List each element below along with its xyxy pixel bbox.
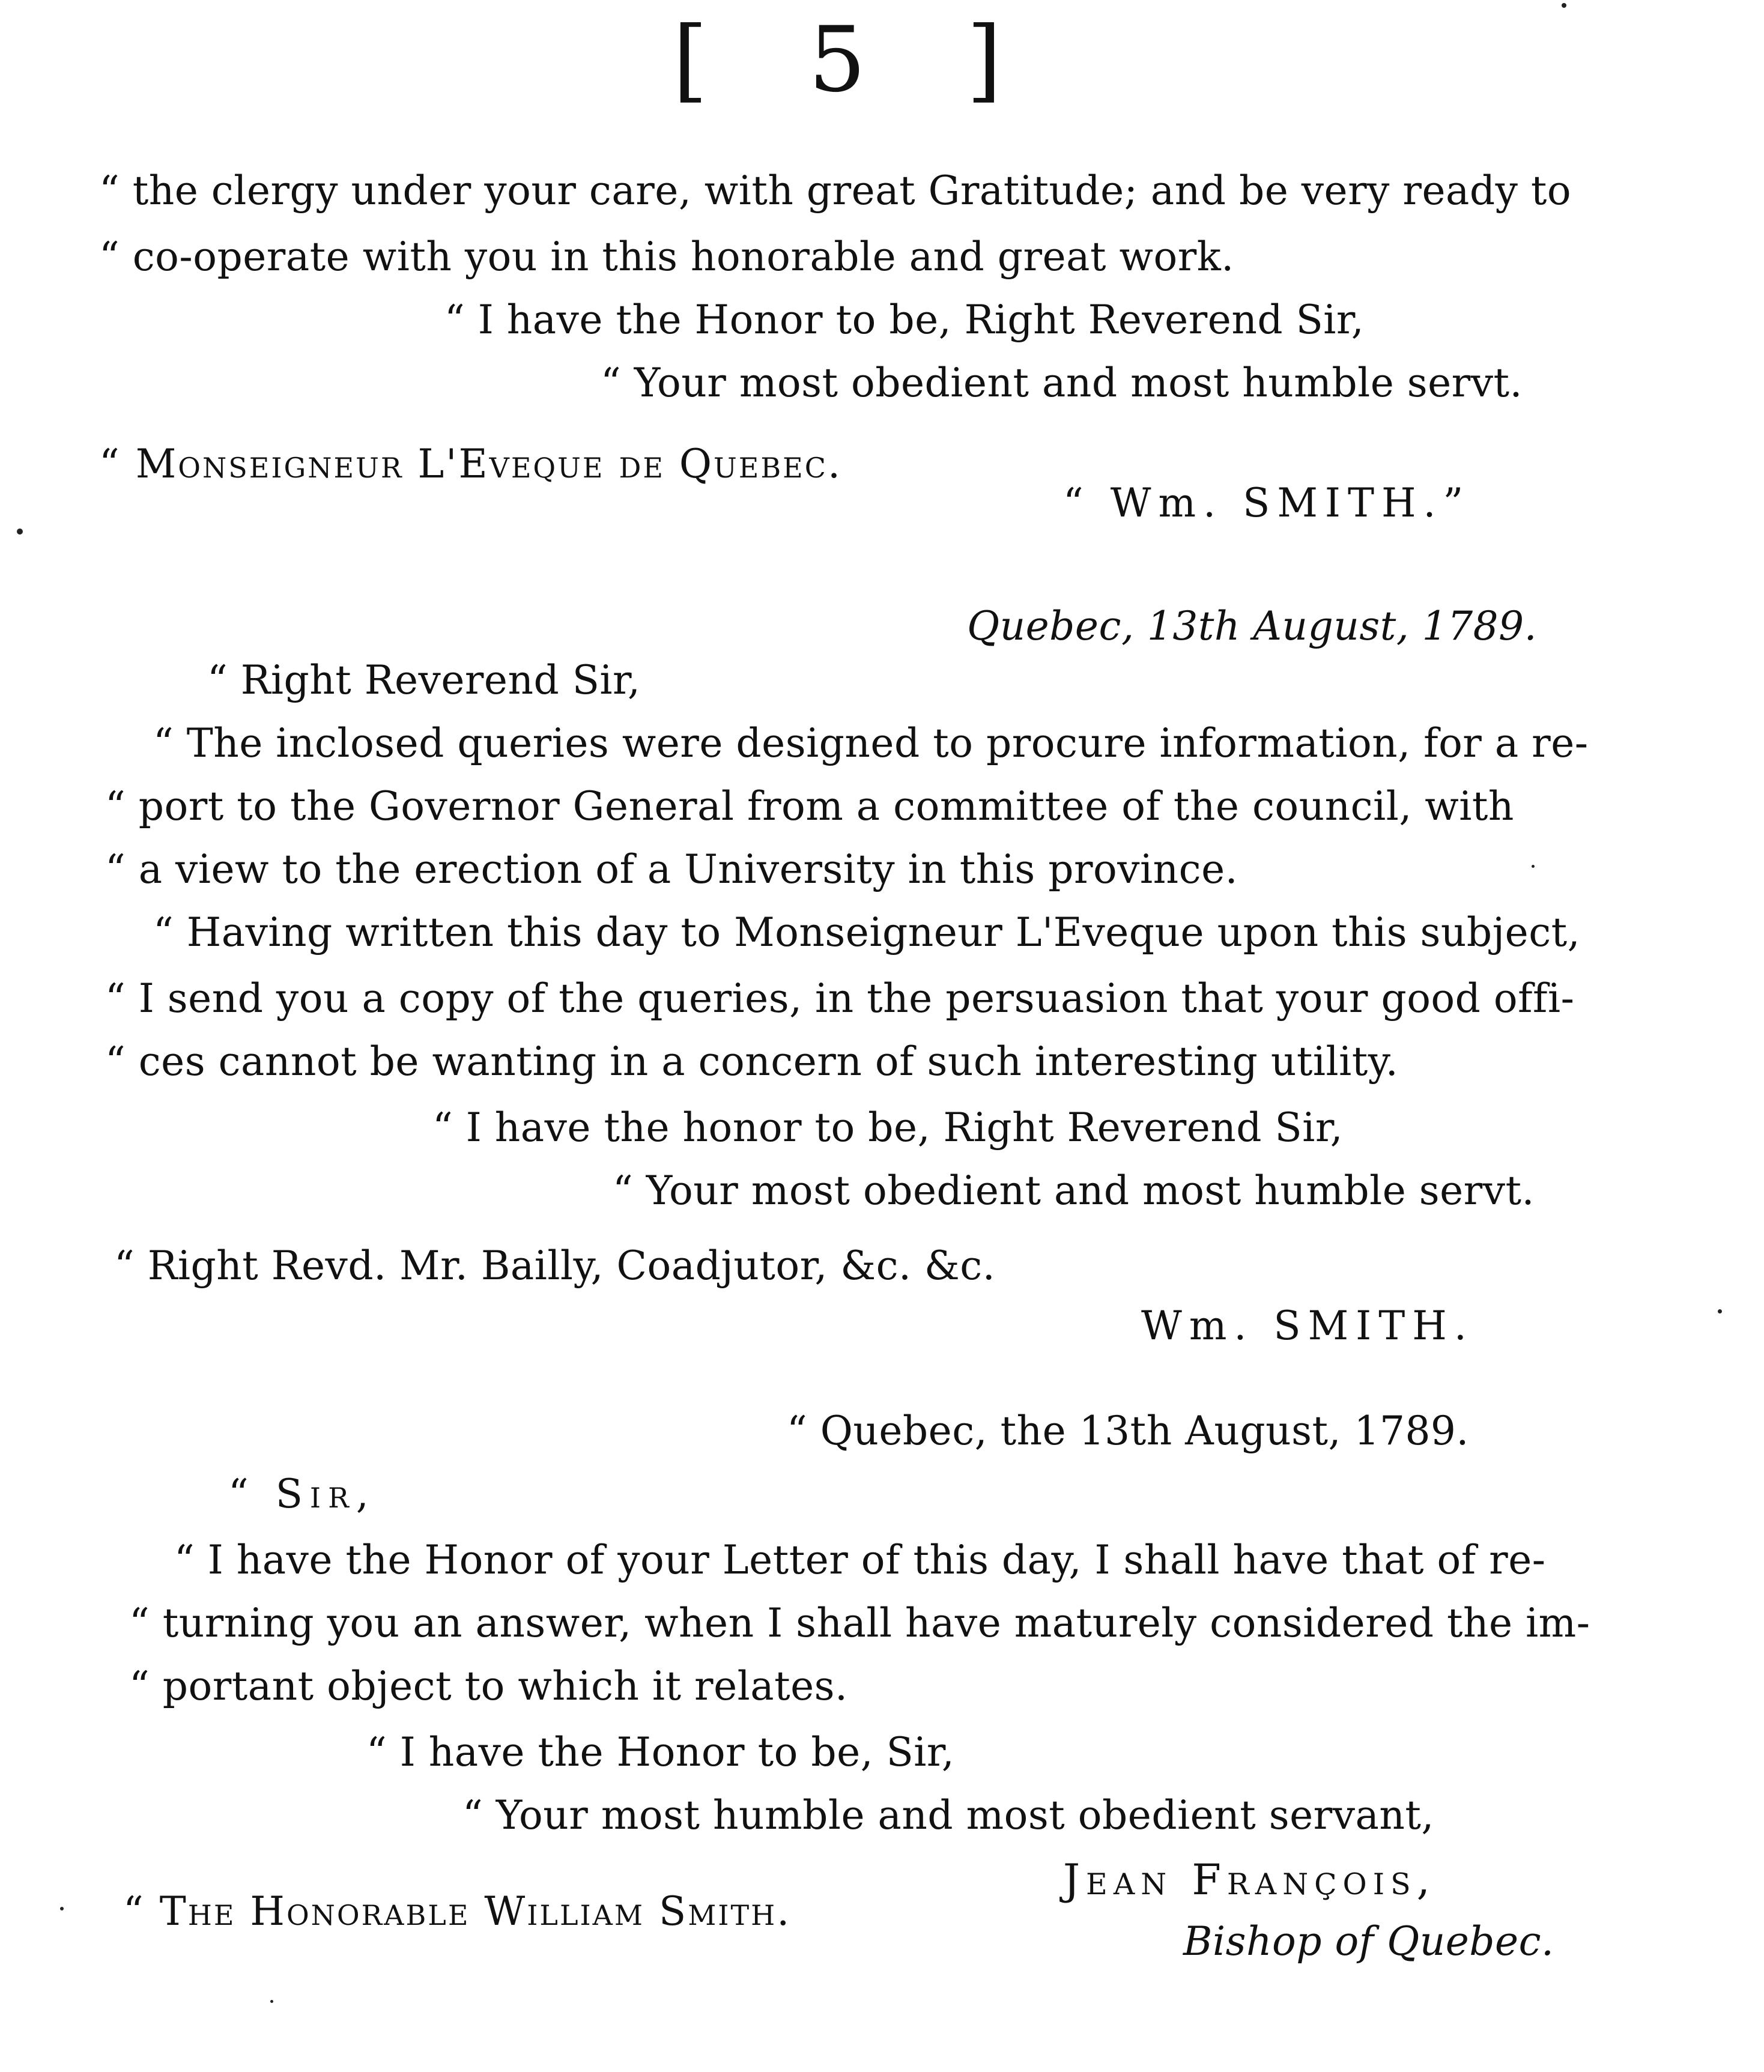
scan-speck <box>270 2000 273 2003</box>
letter2-line-6: “ ces cannot be wanting in a concern of such interesting utility. <box>105 1038 1399 1085</box>
scan-speck <box>1562 3 1566 8</box>
letter2-line-4: “ Having written this day to Monseigneur L'Eveque upon this subject, <box>153 909 1581 956</box>
letter2-addressee: “ Right Revd. Mr. Bailly, Coadjutor, &c. &c. <box>114 1243 996 1289</box>
letter2-closing: “ I have the honor to be, Right Reverend Sir, <box>432 1104 1344 1151</box>
letter2-dateline: Quebec, 13th August, 1789. <box>967 603 1538 649</box>
letter3-line-3: “ portant object to which it relates. <box>129 1663 848 1709</box>
letter2-signature: Wm. SMITH. <box>1141 1303 1474 1349</box>
letter2-line-1: “ The inclosed queries were designed to procure information, for a re- <box>153 720 1589 766</box>
letter2-salutation: “ Right Reverend Sir, <box>207 657 641 703</box>
letter1-line-2: “ co-operate with you in this honorable and great work. <box>99 234 1234 280</box>
scan-speck <box>17 529 23 535</box>
page-number: [ 5 ] <box>673 8 1038 112</box>
scan-speck <box>60 1907 64 1910</box>
letter3-line-1: “ I have the Honor of your Letter of this day, I shall have that of re- <box>174 1537 1546 1583</box>
scan-speck <box>1532 865 1535 868</box>
letter2-closing-2: “ Your most obedient and most humble servt. <box>613 1168 1535 1214</box>
letter3-line-2: “ turning you an answer, when I shall have maturely considered the im- <box>129 1600 1590 1646</box>
letter1-closing-2: “ Your most obedient and most humble servt. <box>601 360 1523 406</box>
letter3-dateline: “ Quebec, the 13th August, 1789. <box>787 1408 1469 1454</box>
letter3-closing: “ I have the Honor to be, Sir, <box>366 1729 955 1775</box>
letter2-line-5: “ I send you a copy of the queries, in the persuasion that your good offi- <box>105 975 1575 1022</box>
letter2-line-2: “ port to the Governor General from a committee of the council, with <box>105 783 1514 829</box>
letter3-closing-2: “ Your most humble and most obedient servant, <box>462 1792 1434 1838</box>
letter3-signature-title: Bishop of Quebec. <box>1183 1918 1554 1964</box>
letter3-salutation: “ Sir, <box>228 1471 376 1517</box>
letter1-closing: “ I have the Honor to be, Right Reverend Sir, <box>444 297 1365 343</box>
scan-speck <box>1718 1309 1722 1313</box>
letter2-line-3: “ a view to the erection of a University in this province. <box>105 846 1238 892</box>
letter3-signature: Jean François, <box>1063 1855 1436 1904</box>
letter1-signature: “ Wm. SMITH.” <box>1063 480 1471 526</box>
letter1-addressee: “ Monseigneur L'Eveque de Quebec. <box>99 441 842 487</box>
letter1-line-1: “ the clergy under your care, with great Gratitude; and be very ready to <box>99 168 1572 214</box>
letter3-addressee: “ The Honorable William Smith. <box>123 1888 792 1934</box>
